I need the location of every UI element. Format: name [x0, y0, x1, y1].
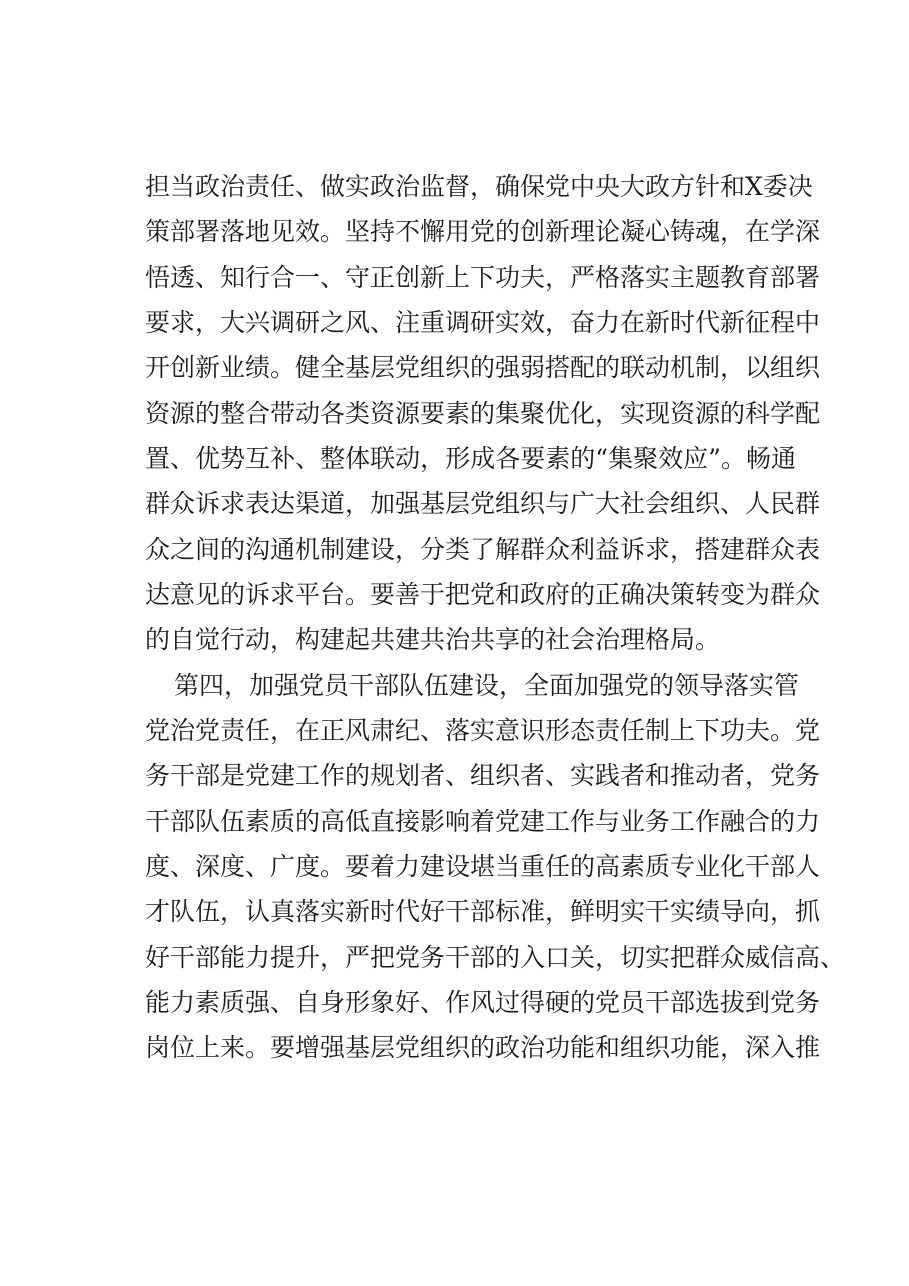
paragraph-line: [0, 755, 909, 797]
paragraph-line: [0, 982, 909, 1024]
line-text: 的自觉行动，构建起共建共治共享的社会治理格局。: [145, 625, 721, 654]
paragraph-line: [0, 1027, 909, 1069]
paragraph-line: [0, 665, 909, 707]
paragraph-line: [0, 211, 909, 253]
paragraph-line: [0, 937, 909, 979]
paragraph-line: [0, 574, 909, 616]
paragraph-line: [0, 393, 909, 435]
line-text: 岗位上来。要增强基层党组织的政治功能和组织功能，深入推: [145, 1033, 821, 1062]
line-text: 度、深度、广度。要着力建设堪当重任的高素质专业化干部人: [145, 852, 821, 881]
paragraph-line: [0, 302, 909, 344]
line-text: 能力素质强、自身形象好、作风过得硬的党员干部选拔到党务: [145, 988, 821, 1017]
paragraph-line: [0, 257, 909, 299]
paragraph-line: [0, 891, 909, 933]
paragraph-line: [0, 347, 909, 389]
line-text: 策部署落地见效。坚持不懈用党的创新理论凝心铸魂，在学深: [145, 217, 821, 246]
paragraph-line: [0, 846, 909, 888]
paragraph-line: [0, 801, 909, 843]
line-text: 务干部是党建工作的规划者、组织者、实践者和推动者，党务: [145, 761, 821, 790]
paragraph-line: [0, 166, 909, 208]
paragraph-line: [0, 483, 909, 525]
line-text: 担当政治责任、做实政治监督，确保党中央大政方针和X委决: [145, 172, 813, 201]
line-text: 才队伍，认真落实新时代好干部标准，鲜明实干实绩导向，抓: [145, 897, 821, 926]
line-text: 党治党责任，在正风肃纪、落实意识形态责任制上下功夫。党: [145, 716, 821, 745]
line-text: 好干部能力提升，严把党务干部的入口关，切实把群众威信高、: [145, 943, 846, 972]
line-text: 开创新业绩。健全基层党组织的强弱搭配的联动机制，以组织: [145, 353, 821, 382]
line-text: 第四，加强党员干部队伍建设，全面加强党的领导落实管: [174, 671, 800, 700]
line-text: 悟透、知行合一、守正创新上下功夫，严格落实主题教育部署: [145, 263, 821, 292]
line-text: 置、优势互补、整体联动，形成各要素的“集聚效应”。畅通: [145, 444, 796, 473]
line-text: 群众诉求表达渠道，加强基层党组织与广大社会组织、人民群: [145, 489, 821, 518]
line-text: 众之间的沟通机制建设，分类了解群众利益诉求，搭建群众表: [145, 535, 821, 564]
line-text: 达意见的诉求平台。要善于把党和政府的正确决策转变为群众: [145, 580, 821, 609]
line-text: 资源的整合带动各类资源要素的集聚优化，实现资源的科学配: [145, 399, 821, 428]
paragraph-line: [0, 438, 909, 480]
line-text: 干部队伍素质的高低直接影响着党建工作与业务工作融合的力: [145, 807, 821, 836]
paragraph-line: [0, 619, 909, 661]
line-text: 要求，大兴调研之风、注重调研实效，奋力在新时代新征程中: [145, 308, 821, 337]
paragraph-line: [0, 529, 909, 571]
paragraph-line: [0, 710, 909, 752]
